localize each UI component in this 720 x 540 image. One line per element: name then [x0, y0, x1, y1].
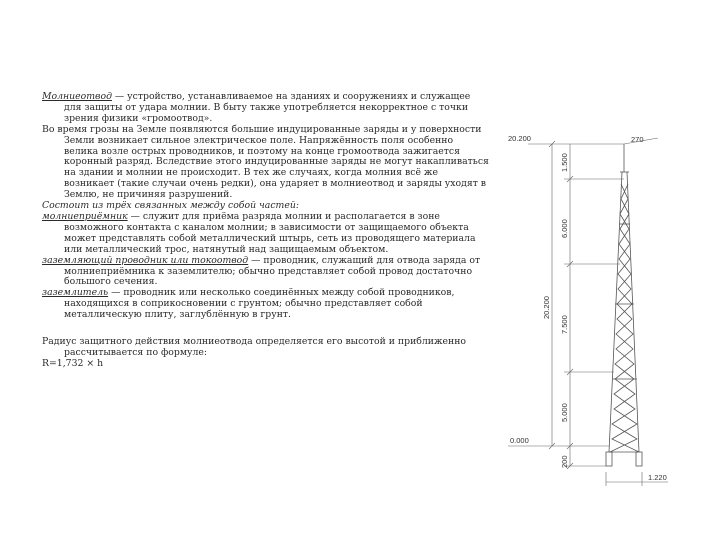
part-term-down-conductor: заземляющий проводник или токоотвод [42, 254, 249, 266]
label-segment-200: 200 [560, 455, 569, 468]
radius-formula: R=1,732 × h [42, 357, 104, 369]
label-segment-5000: 5.000 [560, 403, 569, 422]
dimension-labels [508, 134, 667, 482]
part-text: — проводник или несколько соединённых между собой проводников, находящихся в соприкосновении с грунтом; обычно представляет собой металлическую плиту, заглублённую в грунт. [64, 287, 455, 321]
radius-text: Радиус защитного действия молниеотвода определяется его высотой и приближенно рассчитывается по формуле: [42, 336, 467, 358]
label-segment-7500: 7.500 [560, 315, 569, 334]
part-term-ground-electrode: заземлитель [42, 287, 109, 299]
storm-paragraph: Во время грозы на Земле появляются большие индуцированные заряды и у поверхности Земли возникает сильное электрическое поле. Напряжённость поля особенно велика возле острых проводников, и поэтому на конце громоотвода зажигается коронный разряд. Вследствие этого индуцированные заряды не могут накапливаться на здании и молнии не происходит. В тех же случаях, когда молния всё же возникает (такие случаи очень редки), она ударяет в молниеотвод и заряды уходят в Землю, не причиняя разрушений. [42, 123, 489, 201]
article-text [42, 92, 490, 386]
label-segment-6000: 6.000 [560, 219, 569, 238]
tower-lattice [606, 144, 642, 466]
part-term-air-terminal: молниеприёмник [42, 210, 128, 222]
part-item [42, 256, 490, 289]
label-segment-1500: 1.500 [560, 153, 569, 172]
dimension-lines [508, 138, 668, 486]
label-base: 1.220 [648, 473, 667, 482]
label-total-height: 20.200 [542, 296, 551, 319]
parts-block [42, 201, 490, 321]
parts-intro: Состоит из трёх связанных между собой частей: [42, 200, 299, 212]
radius-block [42, 337, 490, 370]
label-top-left: 20.200 [508, 134, 531, 143]
lightning-rod-tower-drawing [498, 124, 688, 504]
definition-text: — устройство, устанавливаемое на зданиях и сооружениях и служащее для защиты от удара молнии. В быту также употребляется некорректное с точки зрения физики «громоотвод». [64, 91, 471, 124]
part-item [42, 288, 490, 321]
label-top-right: 270 [631, 135, 644, 144]
part-item [42, 212, 490, 256]
part-text: — служит для приёма разряда молнии и располагается в зоне возможного контакта с каналом молнии; в зависимости от защищаемого объекта может представлять собой металлический штырь, сеть из проводящего материала или металлический трос, натянутый над защищаемым объектом. [64, 210, 476, 255]
label-ground: 0.000 [510, 436, 529, 445]
definition-paragraph [42, 92, 490, 125]
part-text: — проводник, служащий для отвода заряда от молниеприёмника к заземлителю; обычно представляет собой провод достаточно большого сечения. [64, 254, 481, 288]
definition-term: Молниеотвод [42, 91, 112, 102]
